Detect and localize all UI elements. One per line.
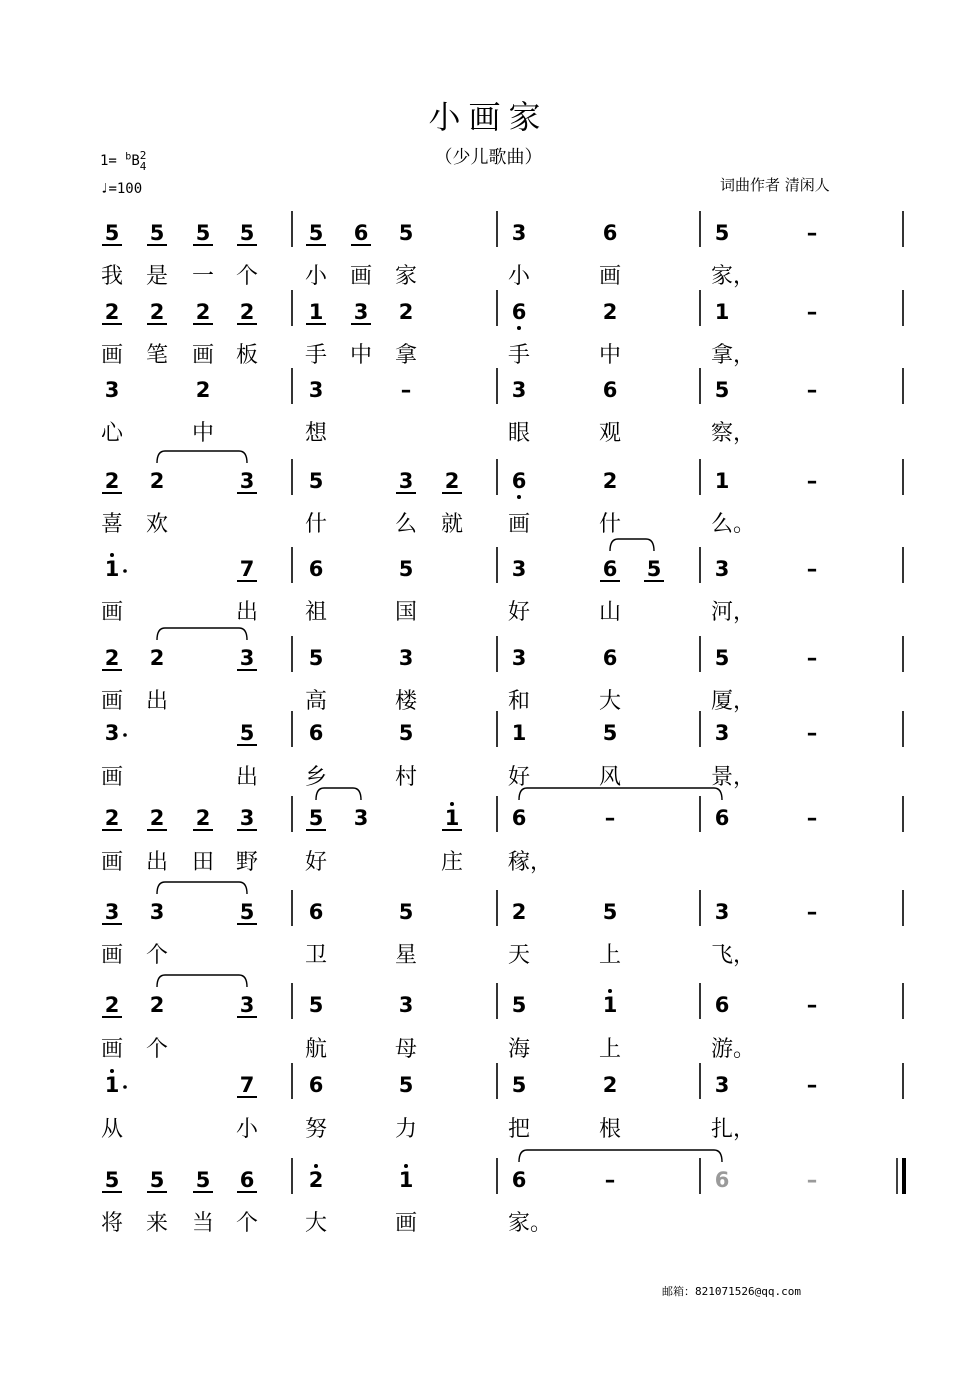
lyric: 心 [101, 421, 124, 446]
note: 6 [308, 557, 324, 581]
note: 6 [602, 221, 618, 245]
lyric: 努 [305, 1117, 328, 1142]
lyric: 个 [236, 264, 259, 289]
lyric: 星 [395, 943, 418, 968]
note: 1 [602, 993, 618, 1017]
lyric: 母 [395, 1037, 418, 1062]
note: 3 [104, 900, 120, 924]
lyric: 个 [146, 1037, 169, 1062]
tie-slur [157, 451, 247, 463]
lyric: 当 [192, 1211, 215, 1236]
note: 3 [308, 378, 324, 402]
octave-dot-above [110, 553, 114, 557]
note: 5 [104, 1168, 120, 1192]
note: 2 [195, 378, 211, 402]
note: 2 [104, 806, 120, 830]
lyric: 家。 [508, 1211, 553, 1236]
note: 6 [308, 721, 324, 745]
note: 2 [602, 1073, 618, 1097]
note: 5 [239, 900, 255, 924]
note: 6 [511, 300, 527, 324]
note: 6 [353, 221, 369, 245]
lyric: 板 [236, 343, 259, 368]
note: 2 [149, 469, 165, 493]
note: 5 [308, 646, 324, 670]
octave-dot-above [314, 1164, 318, 1168]
lyric: 稼， [508, 850, 553, 875]
lyric: 就 [441, 512, 464, 537]
lyric: 从 [101, 1117, 124, 1142]
note: 2 [104, 300, 120, 324]
note: 6 [602, 557, 618, 581]
octave-dot-below [517, 326, 521, 330]
lyric: 小 [305, 264, 328, 289]
octave-dot-above [110, 1069, 114, 1073]
lyric: 家 [395, 264, 418, 289]
lyric: 航 [305, 1037, 328, 1062]
lyric: 眼 [508, 421, 531, 446]
dash-sustain: – [400, 378, 412, 402]
lyric: 国 [395, 600, 418, 625]
dash-sustain: – [604, 1168, 616, 1192]
note: 6 [602, 646, 618, 670]
tie-slur [519, 1150, 722, 1162]
note: 5 [308, 469, 324, 493]
email-footer: 邮箱：821071526@qq.com [662, 1285, 801, 1298]
note: 3 [511, 221, 527, 245]
lyric: 画 [101, 850, 124, 875]
lyric: 出 [236, 600, 259, 625]
dash-sustain: – [806, 721, 818, 745]
note: 3 [239, 469, 255, 493]
note: 2 [602, 300, 618, 324]
note: 5 [714, 646, 730, 670]
lyric: 什 [305, 512, 328, 537]
note: 3 [149, 900, 165, 924]
lyric: 画 [101, 943, 124, 968]
augmentation-dot [123, 1085, 127, 1089]
augmentation-dot [123, 569, 127, 573]
lyric: 好 [508, 600, 531, 625]
lyric: 画 [101, 765, 124, 790]
note: 3 [104, 378, 120, 402]
lyric: 上 [599, 1037, 622, 1062]
note: 3 [511, 557, 527, 581]
lyric: 拿， [711, 343, 756, 368]
lyric: 出 [146, 689, 169, 714]
lyric: 风 [599, 765, 622, 790]
lyric: 高 [305, 689, 328, 714]
lyric: 把 [508, 1117, 531, 1142]
note: 5 [646, 557, 662, 581]
lyric: 出 [236, 765, 259, 790]
lyric: 田 [192, 850, 215, 875]
dash-sustain: – [806, 469, 818, 493]
lyric: 来 [146, 1211, 169, 1236]
lyric: 乡 [305, 765, 328, 790]
note: 2 [602, 469, 618, 493]
augmentation-dot [123, 733, 127, 737]
note: 3 [714, 557, 730, 581]
note: 2 [308, 1168, 324, 1192]
note: 7 [239, 1073, 255, 1097]
lyric: 河， [711, 600, 756, 625]
note: 5 [149, 1168, 165, 1192]
note: 3 [511, 646, 527, 670]
dash-sustain: – [806, 993, 818, 1017]
lyric: 画 [395, 1211, 418, 1236]
lyric: 野 [236, 850, 259, 875]
note: 5 [602, 900, 618, 924]
note: 5 [398, 900, 414, 924]
note: 5 [195, 1168, 211, 1192]
lyric: 小 [508, 264, 531, 289]
lyric: 喜 [101, 512, 124, 537]
lyric: 根 [599, 1117, 622, 1142]
lyric: 手 [305, 343, 328, 368]
lyric: 庄 [441, 850, 464, 875]
lyric: 拿 [395, 343, 418, 368]
note: 5 [398, 221, 414, 245]
octave-dot-above [608, 989, 612, 993]
song-title: 小画家 [428, 98, 549, 136]
dash-sustain: – [806, 1168, 818, 1192]
lyric: 上 [599, 943, 622, 968]
note: 2 [239, 300, 255, 324]
note: 3 [511, 378, 527, 402]
dash-sustain: – [806, 646, 818, 670]
lyric: 个 [146, 943, 169, 968]
note: 6 [511, 469, 527, 493]
lyric: 么。 [711, 512, 756, 537]
lyric: 个 [236, 1211, 259, 1236]
lyric: 画 [101, 1037, 124, 1062]
lyric: 好 [508, 765, 531, 790]
lyric: 什 [599, 512, 622, 537]
note: 2 [149, 646, 165, 670]
note: 6 [714, 806, 730, 830]
lyric: 中 [599, 343, 622, 368]
lyric: 我 [101, 264, 124, 289]
tempo-value: =100 [108, 181, 143, 197]
note: 6 [714, 993, 730, 1017]
note: 1 [308, 300, 324, 324]
tie-slur [610, 539, 654, 551]
note: 3 [398, 993, 414, 1017]
lyric: 海 [508, 1037, 531, 1062]
note: 6 [308, 1073, 324, 1097]
dash-sustain: – [806, 300, 818, 324]
lyric: 小 [236, 1117, 259, 1142]
lyric: 和 [508, 689, 531, 714]
lyric: 中 [192, 421, 215, 446]
note: 1 [104, 557, 120, 581]
lyric: 画 [101, 600, 124, 625]
tie-slur [157, 975, 247, 987]
key-note: B [131, 153, 140, 169]
lyric: 力 [395, 1117, 418, 1142]
quarter-note-icon: ♩ [100, 181, 109, 197]
time-bottom: 4 [139, 160, 147, 173]
lyric: 一 [192, 264, 215, 289]
note: 2 [104, 469, 120, 493]
note: 3 [239, 993, 255, 1017]
lyric: 观 [599, 421, 622, 446]
note: 2 [195, 300, 211, 324]
octave-dot-above [450, 802, 454, 806]
lyric: 想 [305, 421, 328, 446]
note: 3 [239, 646, 255, 670]
lyric: 画 [508, 512, 531, 537]
note: 3 [104, 721, 120, 745]
lyric: 飞， [711, 943, 756, 968]
dash-sustain: – [806, 806, 818, 830]
octave-dot-below [517, 495, 521, 499]
lyric: 画 [599, 264, 622, 289]
octave-dot-above [404, 1164, 408, 1168]
note: 1 [444, 806, 460, 830]
note: 6 [308, 900, 324, 924]
lyric: 卫 [305, 943, 328, 968]
lyric: 画 [101, 343, 124, 368]
note: 5 [239, 721, 255, 745]
dash-sustain: – [806, 557, 818, 581]
note: 5 [149, 221, 165, 245]
note: 6 [714, 1168, 730, 1192]
note: 5 [398, 1073, 414, 1097]
dash-sustain: – [806, 900, 818, 924]
lyric: 扎， [711, 1117, 756, 1142]
lyric: 将 [101, 1211, 124, 1236]
lyric: 画 [192, 343, 215, 368]
lyric: 景， [711, 765, 756, 790]
note: 1 [714, 469, 730, 493]
note: 5 [398, 721, 414, 745]
note: 2 [149, 300, 165, 324]
note: 5 [308, 993, 324, 1017]
note: 3 [714, 1073, 730, 1097]
tie-slur [157, 882, 247, 894]
author-credit: 词曲作者 清闲人 [720, 176, 830, 194]
note: 5 [714, 221, 730, 245]
lyric: 山 [599, 600, 622, 625]
note: 3 [398, 469, 414, 493]
note: 1 [714, 300, 730, 324]
note: 3 [353, 300, 369, 324]
lyric: 笔 [146, 343, 169, 368]
tie-slur [157, 628, 247, 640]
lyric: 画 [101, 689, 124, 714]
lyric: 是 [146, 264, 169, 289]
lyric: 么 [395, 512, 418, 537]
note: 7 [239, 557, 255, 581]
note: 1 [104, 1073, 120, 1097]
dash-sustain: – [806, 378, 818, 402]
note: 5 [714, 378, 730, 402]
lyric: 楼 [395, 689, 418, 714]
lyric: 出 [146, 850, 169, 875]
note: 5 [104, 221, 120, 245]
note: 2 [149, 806, 165, 830]
note: 5 [308, 806, 324, 830]
note: 5 [511, 993, 527, 1017]
note: 5 [398, 557, 414, 581]
note: 3 [353, 806, 369, 830]
lyric: 祖 [305, 600, 328, 625]
note: 2 [444, 469, 460, 493]
lyric: 厦， [711, 689, 756, 714]
note: 3 [714, 900, 730, 924]
lyric: 家， [711, 264, 756, 289]
note: 3 [398, 646, 414, 670]
lyric: 游。 [711, 1037, 756, 1062]
note: 2 [104, 646, 120, 670]
note: 1 [511, 721, 527, 745]
lyric: 中 [350, 343, 373, 368]
note: 6 [602, 378, 618, 402]
note: 5 [602, 721, 618, 745]
lyric: 画 [350, 264, 373, 289]
lyric: 大 [599, 689, 622, 714]
note: 5 [511, 1073, 527, 1097]
note: 5 [239, 221, 255, 245]
song-subtitle: （少儿歌曲） [434, 147, 543, 168]
note: 5 [195, 221, 211, 245]
note: 1 [398, 1168, 414, 1192]
note: 6 [239, 1168, 255, 1192]
note: 2 [195, 806, 211, 830]
lyric: 欢 [146, 512, 169, 537]
note: 2 [104, 993, 120, 1017]
note: 2 [149, 993, 165, 1017]
lyric: 手 [508, 343, 531, 368]
note: 2 [511, 900, 527, 924]
time-top: 2 [139, 149, 147, 162]
flat-symbol: b [125, 151, 132, 163]
lyric: 好 [305, 850, 328, 875]
dash-sustain: – [604, 806, 616, 830]
note: 3 [714, 721, 730, 745]
lyric: 村 [395, 765, 418, 790]
note: 6 [511, 806, 527, 830]
note: 3 [239, 806, 255, 830]
dash-sustain: – [806, 1073, 818, 1097]
note: 6 [511, 1168, 527, 1192]
note: 5 [308, 221, 324, 245]
lyric: 天 [508, 943, 531, 968]
lyric: 大 [305, 1211, 328, 1236]
key-prefix: 1= [100, 153, 117, 169]
note: 2 [398, 300, 414, 324]
dash-sustain: – [806, 221, 818, 245]
lyric: 察， [711, 421, 756, 446]
